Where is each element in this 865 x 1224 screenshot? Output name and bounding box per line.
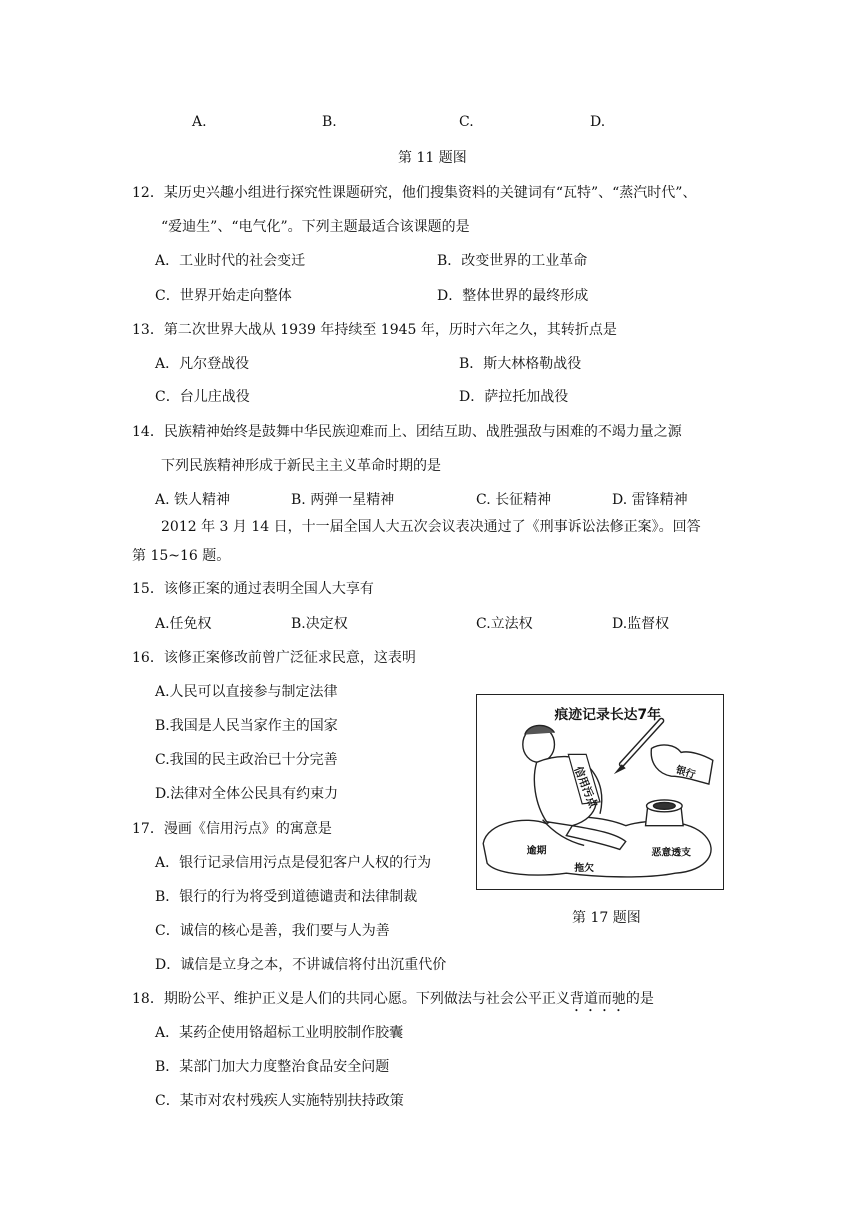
q18-stem-emphasis: 背道而驰 [569,991,626,1007]
q15-option-d: D.监督权 [612,616,670,632]
q14-option-b: B. 两弹一星精神 [291,492,395,508]
q11-option-b: B. [322,114,337,130]
q17-option-c: C．诚信的核心是善，我们要与人为善 [155,923,390,939]
q16-option-a: A.人民可以直接参与制定法律 [155,684,338,700]
q12-option-a: A．工业时代的社会变迁 [155,253,306,269]
q14-option-a: A. 铁人精神 [155,492,231,508]
bank-hand-icon [651,745,713,784]
cartoon-title: 痕迹记录长达7年 [554,706,662,723]
ink-pot-icon [646,800,684,826]
q11-option-d: D. [590,114,606,130]
credit-stain-cartoon [476,694,724,890]
q12-option-d: D．整体世界的最终形成 [437,288,589,304]
q17-option-b: B．银行的行为将受到道德谴责和法律制裁 [155,889,418,905]
q16-stem: 16．该修正案修改前曾广泛征求民意，这表明 [132,650,416,666]
q17-option-d: D．诚信是立身之本，不讲诚信将付出沉重代价 [155,957,447,973]
q12-option-b: B．改变世界的工业革命 [437,253,588,269]
q14-stem-line1: 14．民族精神始终是鼓舞中华民族迎难而上、团结互助、战胜强敌与困难的不竭力量之源 [132,424,682,440]
q12-stem-line2: “爱迪生”、“电气化”。下列主题最适合该课题的是 [161,219,470,235]
q16-option-c: C.我国的民主政治已十分完善 [155,752,338,768]
q18-option-a: A．某药企使用铬超标工业明胶制作胶囊 [155,1025,404,1041]
q16-option-b: B.我国是人民当家作主的国家 [155,718,338,734]
q14-option-c: C. 长征精神 [476,492,552,508]
q13-stem: 13．第二次世界大战从 1939 年持续至 1945 年，历时六年之久，其转折点是 [132,322,617,338]
q13-option-d: D．萨拉托加战役 [459,389,569,405]
q17-figure-caption: 第 17 题图 [572,910,641,926]
q14-option-d: D. 雷锋精神 [612,492,688,508]
q16-option-d: D.法律对全体公民具有约束力 [155,786,339,802]
q18-option-b: B．某部门加大力度整治食品安全问题 [155,1059,390,1075]
q15-16-intro-line1: 2012 年 3 月 14 日，十一届全国人大五次会议表决通过了《刑事诉讼法修正案》。回答 [161,519,701,535]
q18-option-c: C．某市对农村残疾人实施特别扶持政策 [155,1093,404,1109]
q15-16-intro-line2: 第 15~16 题。 [132,548,231,564]
q18-stem-post: 的是 [625,991,654,1007]
q18-stem [132,988,654,1015]
q13-option-b: B．斯大林格勒战役 [459,356,582,372]
q13-option-a: A．凡尔登战役 [155,356,250,372]
q17-option-a: A．银行记录信用污点是侵犯客户人权的行为 [155,855,432,871]
q17-stem: 17．漫画《信用污点》的寓意是 [132,821,332,837]
ground-label-overdue: 逾期 [526,845,547,857]
sash-label: 信用污点 [571,764,600,810]
q12-stem-line1: 12．某历史兴趣小组进行探究性课题研究，他们搜集资料的关键词有“瓦特”、“蒸汽时代”、 [132,185,697,201]
q12-option-c: C．世界开始走向整体 [155,288,292,304]
q11-figure-caption: 第 11 题图 [398,150,467,166]
bank-label: 银行 [674,764,697,782]
q14-stem-line2: 下列民族精神形成于新民主主义革命时期的是 [161,458,441,474]
q11-option-a: A. [192,114,207,130]
ground-label-overdraft: 恶意透支 [651,847,691,859]
q15-option-c: C.立法权 [476,616,533,632]
q15-stem: 15．该修正案的通过表明全国人大享有 [132,581,374,597]
cartoon-illustration [477,695,723,889]
q13-option-c: C．台儿庄战役 [155,389,250,405]
q18-stem-pre: 18．期盼公平、维护正义是人们的共同心愿。下列做法与社会公平正义 [132,991,570,1007]
q15-option-b: B.决定权 [291,616,348,632]
q11-option-c: C. [459,114,474,130]
ground-label-arrears: 拖欠 [574,863,595,875]
q15-option-a: A.任免权 [155,616,212,632]
